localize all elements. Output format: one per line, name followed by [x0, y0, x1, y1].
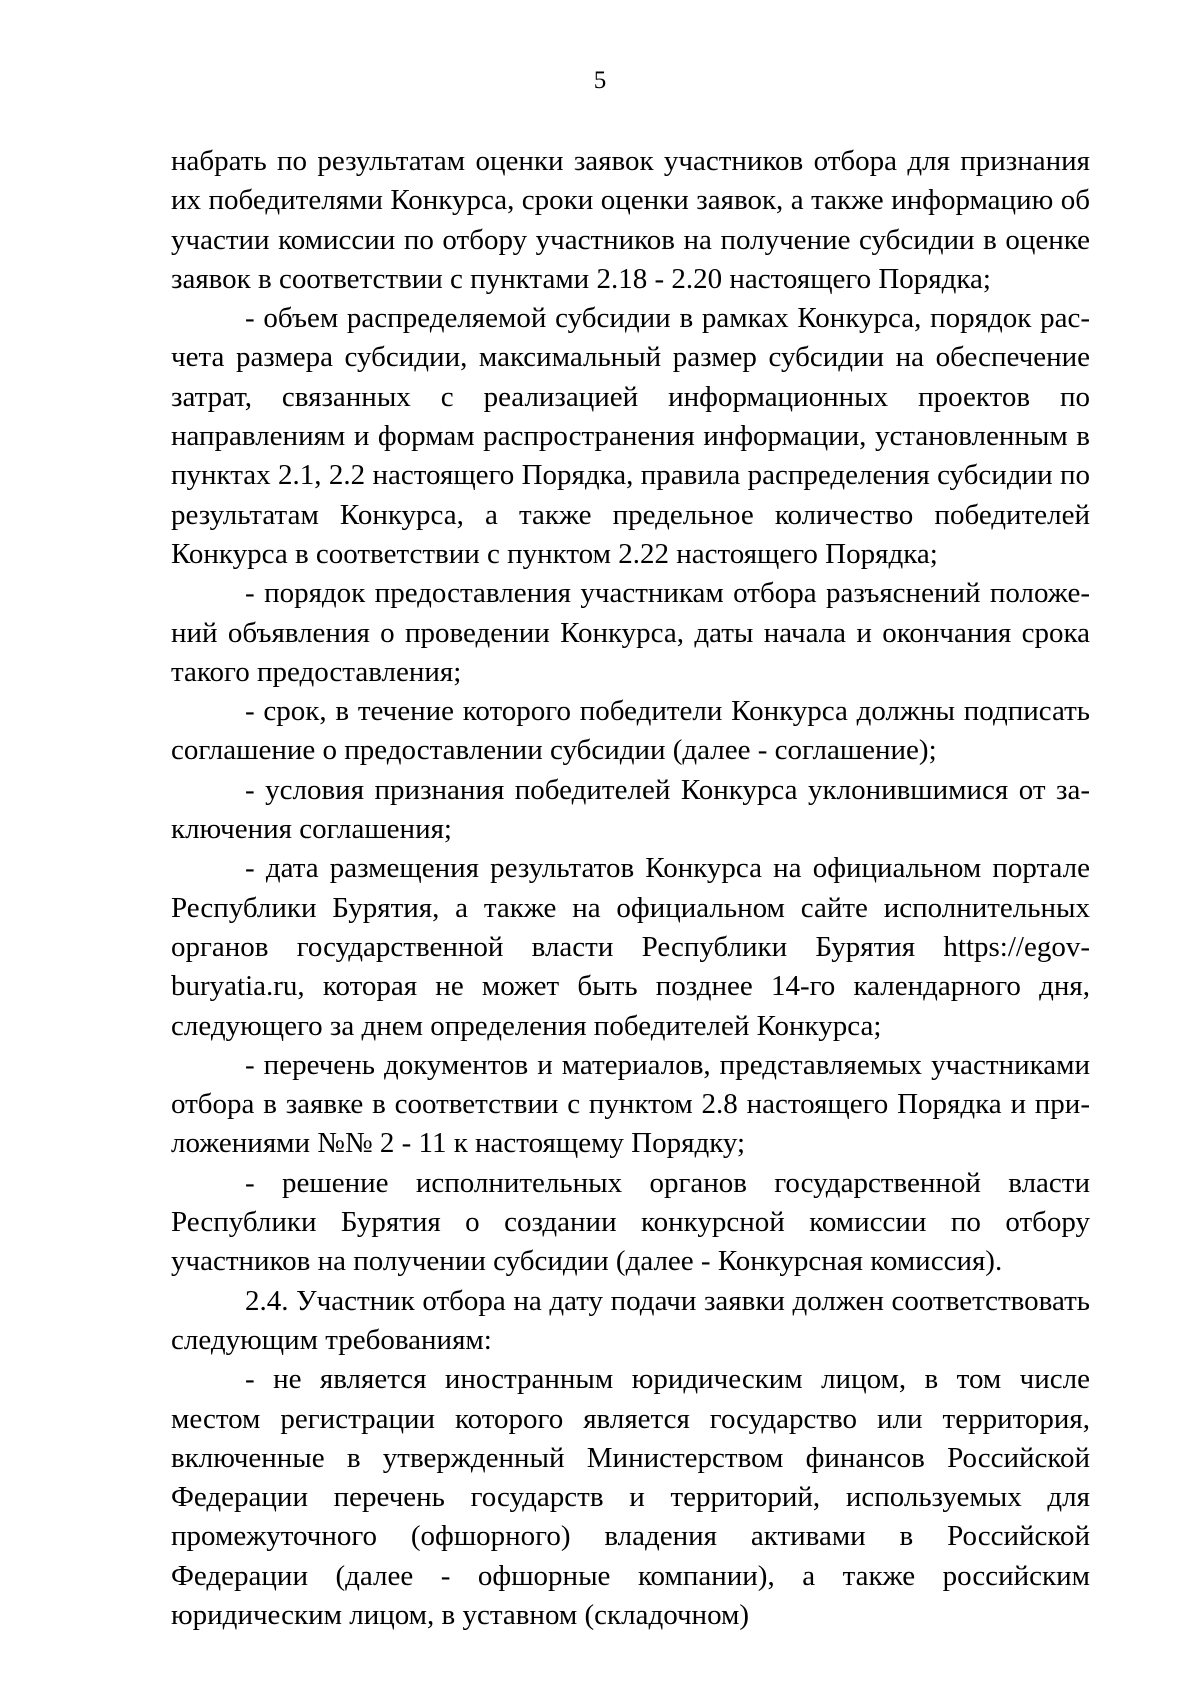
paragraph-documents-list: - перечень документов и материалов, представляемых участниками отбора в заявке в соответствии с пунктом 2.8 настоящего Порядка и приложениями №№ 2 - 11 к настоящему Порядку; — [171, 1048, 1090, 1160]
paragraph-commission-decision: - решение исполнительных органов государственной власти Республики Бурятия о создании конкурсной комиссии по отбору участников на получении субсидии (далее - Конкурсная комиссия). — [171, 1166, 1090, 1278]
page-number: 5 — [593, 67, 607, 94]
paragraph-evaluation-continuation: набрать по результатам оценки заявок участников отбора для признания их победителями Конкурса, сроки оценки заявок, а также информацию об участии комиссии по отбору участников на получение субсидии в оценке заявок в соответствии с пунктами 2.18 - 2.20 настоящего Порядка; — [171, 145, 1090, 295]
document-body — [171, 142, 1090, 1635]
paragraph-clarifications: - порядок предоставления участникам отбора разъяснений положений объявления о проведении Конкурса, даты начала и окончания срока такого предоставления; — [171, 577, 1090, 688]
paragraph-foreign-entity-requirement: - не является иностранным юридическим лицом, в том числе местом регистрации которого является государство или территория, включенные в утвержденный Министерством финансов Российской Федерации перечень государств и территорий, используемых для промежуточного (офшорного) владения активами в Российской Федерации (далее - офшорные компании), а также российским юридическим лицом, в уставном (складочном) — [171, 1363, 1090, 1631]
paragraph-signing-deadline: - срок, в течение которого победители Конкурса должны подписать соглашение о предоставлении субсидии (далее - соглашение); — [171, 695, 1090, 767]
paragraph-evasion-conditions: - условия признания победителей Конкурса уклонившимися от заключения соглашения; — [171, 773, 1090, 846]
paragraph-results-publication: - дата размещения результатов Конкурса на официальном портале Республики Бурятия, а также на официальном сайте исполнительных органов государственной власти Республики Бурятия https://egov-buryatia.ru, которая не может быть позднее 14-го календарного дня, следующего за днем определения победителей Конкурса; — [171, 852, 1090, 1042]
paragraph-section-2-4: 2.4. Участник отбора на дату подачи заявки должен соответствовать следующим требованиям: — [171, 1284, 1090, 1356]
paragraph-subsidy-volume: - объем распределяемой субсидии в рамках Конкурса, порядок расчета размера субсидии, максимальный размер субсидии на обеспечение затрат, связанных с реализацией информационных проектов по направлениям и формам распространения информации, установленным в пунктах 2.1, 2.2 настоящего Порядка, правила распределения субсидии по результатам Конкурса, а также предельное количество победителей Конкурса в соответствии с пунктом 2.22 настоящего Порядка; — [171, 302, 1090, 570]
